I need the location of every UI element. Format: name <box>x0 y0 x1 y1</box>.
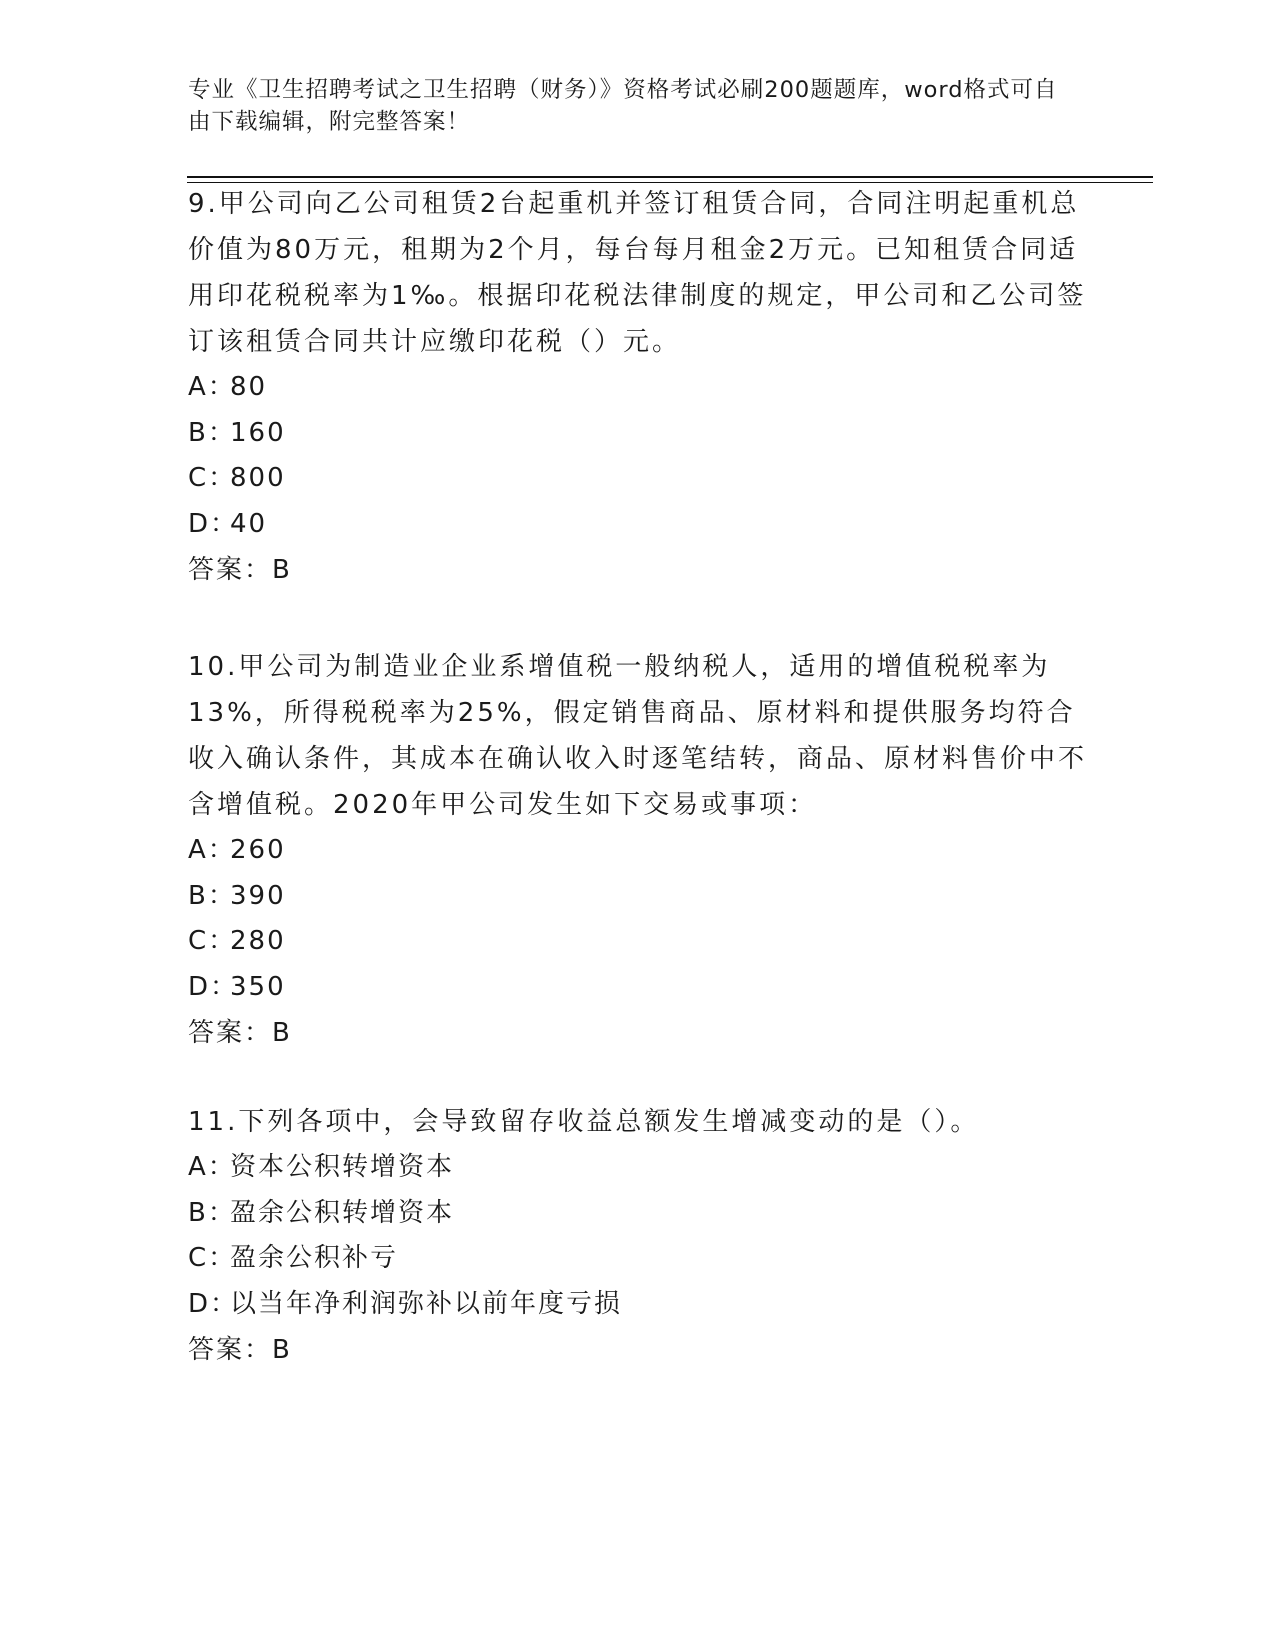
option-text: 盈余公积补亏 <box>230 1243 399 1273</box>
option-key: D： <box>188 971 239 1002</box>
option-key: A： <box>188 835 236 865</box>
option-text: 盈余公积转增资本 <box>230 1197 455 1228</box>
option-key: A： <box>188 372 236 402</box>
option-d <box>188 1282 1088 1328</box>
option-b <box>188 874 1088 920</box>
option-key: C： <box>188 463 237 493</box>
option-key: D： <box>188 1288 239 1319</box>
answer: 答案：B <box>188 1018 292 1048</box>
question-9 <box>188 181 1088 593</box>
option-text: 280 <box>230 926 286 956</box>
option-key: C： <box>188 1243 237 1273</box>
option-text: 260 <box>230 835 286 865</box>
option-key: A： <box>188 1152 236 1182</box>
option-c <box>188 456 1088 502</box>
option-key: B： <box>188 880 236 911</box>
document-header: 专业《卫生招聘考试之卫生招聘（财务）》资格考试必刷200题题库，word格式可自由下载编辑，附完整答案！ <box>188 77 1058 135</box>
question-stem: 10.甲公司为制造业企业系增值税一般纳税人，适用的增值税税率为13%，所得税税率为25%，假定销售商品、原材料和提供服务均符合收入确认条件，其成本在确认收入时逐笔结转，商品、原材料售价中不含增值税。2020年甲公司发生如下交易或事项： <box>188 652 1088 820</box>
option-key: C： <box>188 926 237 956</box>
option-c <box>188 919 1088 965</box>
option-text: 160 <box>230 417 286 448</box>
option-text: 390 <box>230 880 286 911</box>
option-c <box>188 1236 1088 1282</box>
option-text: 资本公积转增资本 <box>230 1152 455 1182</box>
question-10 <box>188 644 1088 1056</box>
option-key: B： <box>188 1197 236 1228</box>
option-text: 80 <box>230 372 268 402</box>
option-d <box>188 965 1088 1011</box>
header-rule-thick <box>187 176 1153 178</box>
option-a <box>188 1145 1088 1191</box>
option-a <box>188 365 1088 411</box>
option-text: 40 <box>230 508 268 539</box>
option-key: D： <box>188 508 239 539</box>
option-a <box>188 828 1088 874</box>
question-stem: 11.下列各项中，会导致留存收益总额发生增减变动的是（）。 <box>188 1107 980 1137</box>
option-text: 以当年净利润弥补以前年度亏损 <box>230 1288 623 1319</box>
question-11 <box>188 1099 1088 1373</box>
option-b <box>188 411 1088 457</box>
option-key: B： <box>188 417 236 448</box>
option-text: 350 <box>230 971 286 1002</box>
answer: 答案：B <box>188 555 292 585</box>
option-d <box>188 502 1088 548</box>
answer: 答案：B <box>188 1335 292 1365</box>
option-b <box>188 1191 1088 1237</box>
question-stem: 9.甲公司向乙公司租赁2台起重机并签订租赁合同，合同注明起重机总价值为80万元，租期为2个月，每台每月租金2万元。已知租赁合同适用印花税税率为1‰。根据印花税法律制度的规定，甲公司和乙公司签订该租赁合同共计应缴印花税（）元。 <box>188 189 1087 357</box>
option-text: 800 <box>230 463 286 493</box>
